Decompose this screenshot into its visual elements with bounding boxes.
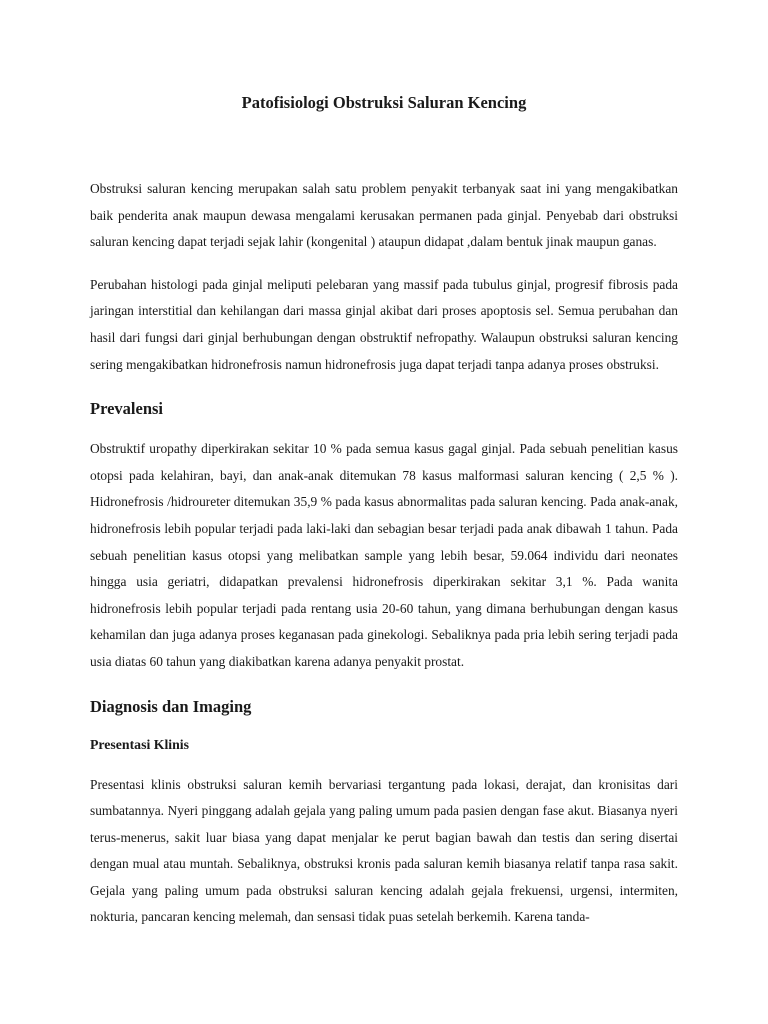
section-heading-prevalence: Prevalensi bbox=[90, 399, 164, 419]
intro-paragraph-2: Perubahan histologi pada ginjal meliputi pelebaran yang massif pada tubulus ginjal, progresif fibrosis pada jaringan interstitial dan kehilangan dari massa ginjal akibat dari proses apoptosis sel. Semua perubahan dan hasil dari fungsi dari ginjal berhubungan dengan obstruktif nefropathy. Walaupun obstruksi saluran kencing sering mengakibatkan hidronefrosis namun hidronefrosis juga dapat terjadi tanpa adanya proses obstruksi. bbox=[90, 276, 678, 372]
prevalence-paragraph: Obstruktif uropathy diperkirakan sekitar 10 % pada semua kasus gagal ginjal. Pada sebuah penelitian kasus otopsi pada kelahiran, bayi, dan anak-anak ditemukan 78 kasus malformasi saluran kencing ( 2,5 % ). Hidronefrosis /hidroureter ditemukan 35,9 % pada kasus abnormalitas pada saluran kencing. Pada anak-anak, hidronefrosis lebih popular terjadi pada laki-laki dan sebagian besar terjadi pada anak dibawah 1 tahun. Pada sebuah penelitian kasus otopsi yang melibatkan sample yang lebih besar, 59.064 individu dari neonates hingga usia geriatri, didapatkan prevalensi hidronefrosis diperkirakan sekitar 3,1 %. Pada wanita hidronefrosis lebih popular terjadi pada rentang usia 20-60 tahun, yang dimana berhubungan dengan kasus kehamilan dan juga adanya proses keganasan pada ginekologi. Sebaliknya pada pria lebih sering terjadi pada usia diatas 60 tahun yang diakibatkan karena adanya penyakit prostat. bbox=[90, 441, 678, 669]
section-heading-diagnosis: Diagnosis dan Imaging bbox=[90, 696, 252, 716]
subheading-clinical-presentation: Presentasi Klinis bbox=[90, 736, 190, 752]
intro-paragraph-1: Obstruksi saluran kencing merupakan salah satu problem penyakit terbanyak saat ini yang mengakibatkan baik penderita anak maupun dewasa mengalami kerusakan permanen pada ginjal. Penyebab dari obstruksi saluran kencing dapat terjadi sejak lahir (kongenital ) ataupun didapat ,dalam bentuk jinak maupun ganas. bbox=[90, 181, 678, 250]
clinical-presentation-paragraph: Presentasi klinis obstruksi saluran kemih bervariasi tergantung pada lokasi, derajat, dan kronisitas dari sumbatannya. Nyeri pinggang adalah gejala yang paling umum pada pasien dengan fase akut. Biasanya nyeri terus-menerus, sakit luar biasa yang dapat menjalar ke perut bagian bawah dan testis dan sering disertai dengan mual atau muntah. Sebaliknya, obstruksi kronis pada saluran kemih biasanya relatif tanpa rasa sakit. Gejala yang paling umum pada obstruksi saluran kencing adalah gejala frekuensi, urgensi, intermiten, nokturia, pancaran kencing melemah, dan sensasi tidak puas setelah berkemih. Karena tanda- bbox=[90, 776, 678, 925]
document-title: Patofisiologi Obstruksi Saluran Kencing bbox=[241, 93, 527, 112]
